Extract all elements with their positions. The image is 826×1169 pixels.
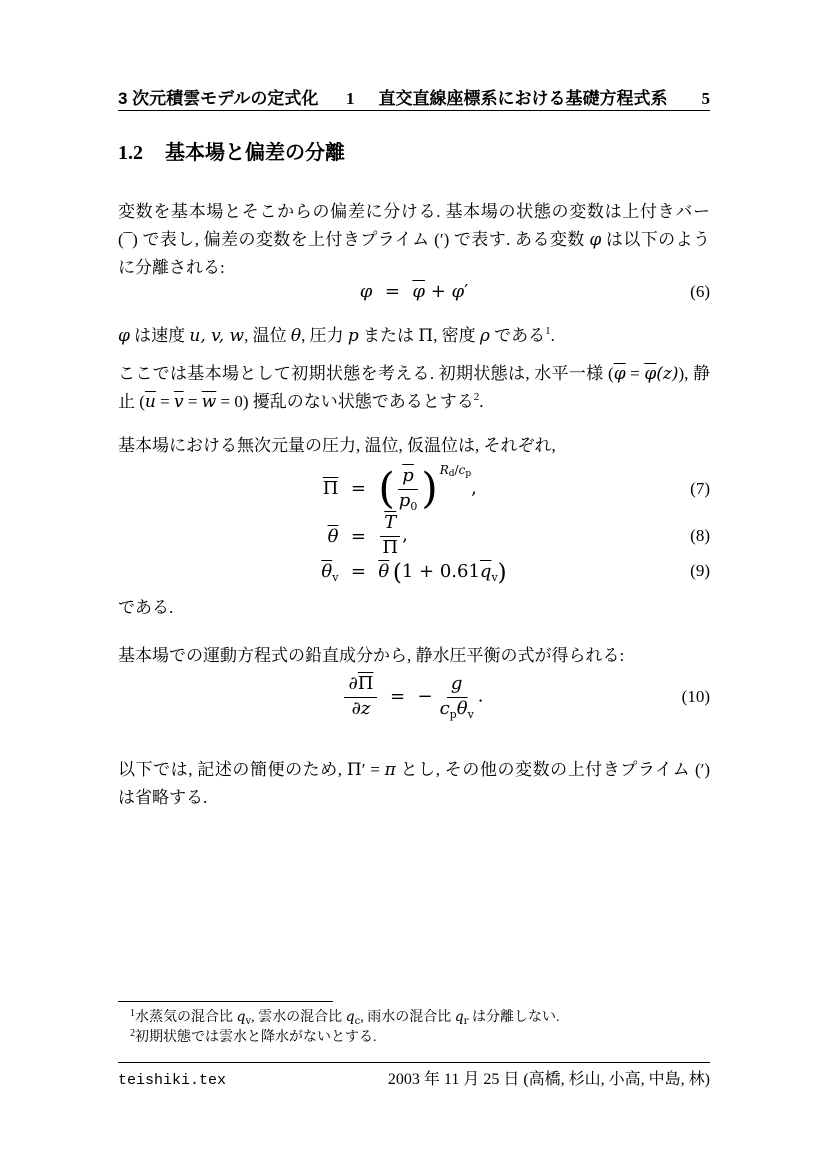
math-var-phi: $\overline{\varphi}$ — [613, 364, 626, 384]
math-var-theta-bar — [328, 526, 339, 547]
math-var-phi: $\overline{\varphi}$ — [644, 364, 657, 384]
eq8-number: (8) — [690, 526, 710, 546]
eq9-number: (9) — [690, 561, 710, 581]
math-var-T: $\overline{T}$ — [384, 512, 397, 534]
subscript-zero: 0 — [410, 499, 418, 513]
equals-sign: = — [384, 281, 400, 302]
paragraph-variable-separation — [118, 198, 710, 282]
math-var-q-bar — [480, 561, 492, 582]
math-var-q: q — [236, 1009, 246, 1025]
equation-6 — [118, 281, 710, 302]
math-var-q: q — [454, 1009, 464, 1025]
equals-sign: = — [155, 392, 174, 411]
page-footer — [118, 1066, 710, 1089]
math-var-pi-cap-bar: Π — [382, 537, 399, 559]
subscript-v: v — [467, 707, 474, 721]
eq10-rhs — [417, 674, 483, 719]
text-run: または — [358, 326, 419, 345]
text-run: . — [479, 392, 484, 411]
text-run: . — [550, 326, 555, 345]
text-run: ), 静止 ( — [118, 364, 710, 411]
right-paren: ) — [497, 559, 507, 586]
eq9-rhs — [378, 559, 507, 586]
prime-symbol: ′ — [700, 760, 705, 779]
math-var-pi-cap: Π — [418, 326, 434, 346]
fraction-denominator — [348, 698, 375, 720]
math-var-w-bar — [202, 392, 217, 411]
math-var-q: q — [345, 1009, 355, 1025]
equation-array-7-9 — [118, 462, 710, 586]
subscript-d: d — [448, 468, 455, 479]
math-var-theta-bar — [457, 698, 468, 719]
math-func-z: (z) — [656, 364, 679, 384]
fraction-numerator — [380, 513, 400, 537]
paragraph-notation-note — [118, 756, 710, 812]
section-number: 1.2 — [118, 142, 143, 164]
text-run: 水蒸気の混合比 — [135, 1010, 237, 1025]
math-var-theta: $\overline{\theta}$ — [456, 697, 468, 719]
math-var-w: $\overline{w}$ — [201, 392, 217, 412]
prime-symbol: ′ — [439, 230, 444, 249]
equals-sign: = — [625, 364, 645, 383]
subscript-p: p — [465, 468, 472, 479]
math-var-theta: $\overline{\theta}$ — [321, 560, 333, 582]
math-var-uvw: u, v, w — [189, 326, 245, 346]
paragraph-dearu: である. — [118, 598, 174, 617]
equals-sign: = — [389, 686, 406, 708]
math-var-phi: φ — [118, 326, 130, 346]
comma: , — [471, 477, 477, 499]
math-var-u-bar — [145, 392, 156, 411]
equals-sign: = — [350, 525, 366, 547]
math-var-pi-cap-bar: $\overline{\Pi}$ — [357, 673, 374, 694]
equals-sign: = — [365, 760, 385, 779]
footnote-2 — [118, 1028, 710, 1048]
text-run: ) 擾乱のない状態であるとする — [242, 392, 474, 411]
subscript-p: p — [449, 707, 457, 721]
fraction-denominator — [378, 537, 402, 559]
subscript-r: r — [463, 1016, 469, 1027]
paragraph-basic-state — [118, 360, 710, 416]
text-run: , 密度 — [433, 326, 480, 345]
equals-zero: = 0 — [216, 392, 243, 411]
header-document-title: 3 次元積雲モデルの定式化 — [118, 89, 319, 108]
text-run: ここでは基本場として初期状態を考える. 初期状態は, 水平一様 ( — [118, 364, 614, 383]
text-run: , 雲水の混合比 — [251, 1010, 346, 1025]
math-var-phi-bar — [614, 364, 626, 383]
math-var-pi-cap: Π — [346, 760, 362, 780]
math-var-theta-bar — [321, 561, 332, 582]
eq8-lhs — [328, 526, 339, 547]
period: . — [477, 685, 484, 707]
subscript-v: v — [491, 570, 498, 584]
math-var-u: $\overline{u}$ — [144, 392, 156, 412]
left-paren: ( — [392, 559, 402, 586]
footnote-marker-2: 2 — [473, 391, 480, 403]
fraction-numerator — [398, 466, 418, 490]
partial-z: ∂z — [351, 697, 371, 719]
prime-symbol: ′ — [464, 281, 469, 302]
slash: / — [454, 462, 459, 477]
header-section-ref — [346, 84, 668, 109]
math-var-phi-bar — [644, 364, 656, 383]
equals-sign: = — [183, 392, 202, 411]
text-run: 以下では, 記述の簡便のため, — [118, 760, 347, 779]
text-run: は分離しない. — [468, 1010, 560, 1025]
text-run: , 圧力 — [301, 326, 348, 345]
text-run: ) は省略する. — [118, 760, 711, 807]
eq6-lhs — [360, 281, 373, 302]
footnote-rule — [118, 1001, 333, 1002]
footnote-marker-1: 1 — [545, 325, 551, 337]
text-run: , 雨水の混合比 — [360, 1010, 455, 1025]
math-var-v: $\overline{v}$ — [173, 392, 184, 412]
fraction-denominator — [395, 490, 422, 512]
header-section-title: 直交直線座標系における基礎方程式系 — [378, 89, 668, 108]
left-paren-big: ( — [378, 463, 395, 513]
fraction-numerator — [447, 674, 467, 698]
text-run: ) で表す. ある変数 — [443, 230, 590, 249]
eq6-rhs — [412, 281, 468, 302]
eq6-number: (6) — [690, 281, 710, 301]
math-var-v-bar — [174, 392, 184, 411]
footnote-2-marker: 2 — [130, 1028, 135, 1039]
footnote-1 — [118, 1007, 710, 1028]
eq7-lhs — [323, 478, 339, 499]
right-paren-big: ) — [421, 463, 438, 513]
fraction-denominator — [436, 698, 478, 720]
math-var-phi: $\overline{\varphi}$ — [412, 281, 425, 302]
fraction-T-over-Pi — [378, 513, 402, 558]
minus-sign: − — [417, 685, 433, 707]
subscript-c: c — [354, 1016, 361, 1027]
footer-filename: teishiki.tex — [118, 1072, 227, 1089]
footer-rule — [118, 1062, 710, 1063]
running-header — [118, 84, 710, 109]
math-var-p: $\overline{p}$ — [402, 465, 414, 486]
math-var-theta-bar — [378, 561, 389, 582]
fraction-dPi-dz — [344, 674, 377, 719]
text-run: , 温位 — [244, 326, 291, 345]
math-var-pi: π — [384, 760, 396, 780]
fraction-p-over-p0 — [395, 466, 422, 511]
math-var-c: c — [458, 462, 466, 477]
equals-sign: = — [350, 478, 366, 500]
math-var-T-bar — [384, 512, 396, 533]
math-var-p-bar — [402, 465, 414, 486]
header-rule — [118, 110, 710, 111]
partial-symbol: ∂ — [348, 673, 358, 694]
equation-10 — [118, 674, 710, 719]
section-title: 基本場と偏差の分離 — [165, 142, 345, 164]
eq7-number: (7) — [690, 478, 710, 498]
math-var-c: c — [439, 697, 450, 719]
text-run: 変数を基本場とそこからの偏差に分ける. 基本場の状態の変数は上付きバー ( — [118, 202, 710, 249]
eq10-lhs — [344, 674, 377, 719]
math-var-theta: $\overline{\theta}$ — [327, 525, 339, 547]
eq10-number: (10) — [681, 686, 710, 706]
eq8-rhs — [378, 513, 407, 558]
page-number: 5 — [701, 89, 710, 108]
fraction-g-over-cptheta — [436, 674, 478, 719]
math-var-g: g — [450, 673, 463, 694]
eq9-lhs — [321, 561, 338, 582]
fraction-numerator — [344, 674, 377, 698]
math-var-theta: θ — [290, 326, 302, 346]
text-run: 初期状態では雲水と降水がないとする. — [135, 1030, 377, 1045]
paragraph-hydrostatic-intro: 基本場での運動方程式の鉛直成分から, 静水圧平衡の式が得られる: — [118, 646, 625, 665]
subscript-v: v — [332, 570, 339, 584]
paragraph-variable-list — [118, 322, 710, 350]
paragraph-nondimensional-intro: 基本場における無次元量の圧力, 温位, 仮温位は, それぞれ, — [118, 436, 556, 455]
footnote-1-marker: 1 — [130, 1008, 135, 1019]
math-var-phi: φ — [359, 281, 373, 302]
exponent-rd-over-cp — [440, 463, 471, 477]
macron-symbol: ¯ — [123, 230, 133, 249]
text-run: は以下のように分離される: — [118, 230, 710, 277]
math-expr: 1 + 0.61 — [401, 560, 480, 582]
subscript-v: v — [245, 1016, 252, 1027]
text-run: である — [489, 326, 546, 345]
math-var-p: p — [398, 489, 411, 511]
math-var-q: $\overline{q}$ — [479, 560, 492, 582]
section-heading — [118, 136, 710, 165]
comma: , — [402, 525, 408, 547]
math-var-phi: φ — [451, 281, 465, 302]
footnotes — [118, 1001, 710, 1048]
footer-date-authors: 2003 年 11 月 25 日 (高橋, 杉山, 小高, 中島, 林) — [387, 1071, 710, 1088]
text-run: ) で表し, 偏差の変数を上付きプライム ( — [132, 230, 440, 249]
math-var-R: R — [439, 462, 449, 477]
prime-symbol: ′ — [361, 760, 366, 779]
header-section-number: 1 — [346, 89, 355, 108]
math-var-theta: $\overline{\theta}$ — [378, 560, 390, 582]
eq7-rhs — [378, 462, 477, 513]
math-var-rho: ρ — [479, 326, 490, 346]
text-run: とし, その他の変数の上付きプライム ( — [395, 760, 701, 779]
math-var-pi-cap-bar: $\overline{\Pi}$ — [322, 478, 339, 500]
plus-sign: + — [424, 281, 452, 302]
text-run: は速度 — [129, 326, 190, 345]
math-var-phi: φ — [589, 230, 602, 250]
equals-sign: = — [350, 560, 366, 582]
math-var-p: p — [347, 326, 359, 346]
math-var-phi-bar — [412, 281, 425, 302]
